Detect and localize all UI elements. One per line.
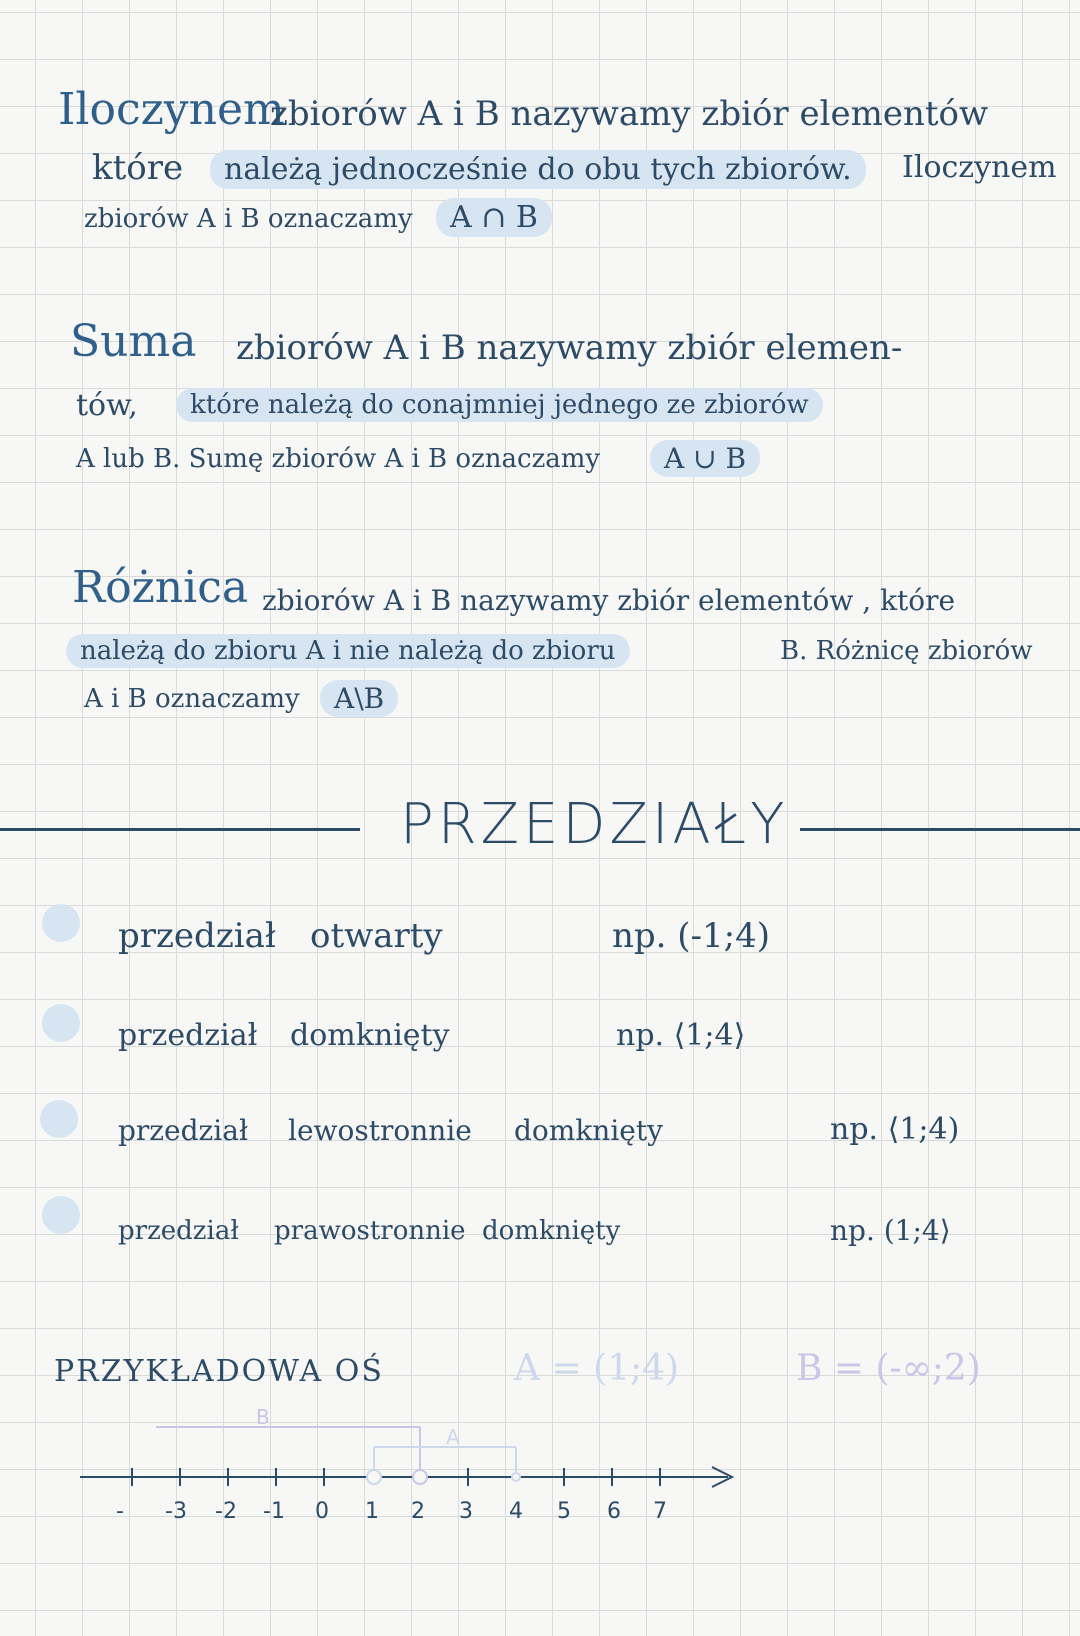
interval-right-label: przedział bbox=[118, 1216, 239, 1246]
sec3-line3: A i B oznaczamy bbox=[84, 684, 300, 714]
tick-label: 6 bbox=[607, 1499, 621, 1524]
tick-labels bbox=[116, 1499, 667, 1524]
tick-label: 1 bbox=[365, 1499, 379, 1524]
tick-label: 3 bbox=[459, 1499, 473, 1524]
sec3-line1: zbiorów A i B nazywamy zbiór elementów , które bbox=[262, 584, 956, 617]
interval-left-label: przedział bbox=[118, 1114, 249, 1147]
term-roznica: Różnica bbox=[72, 562, 249, 613]
tick-label: 0 bbox=[315, 1499, 329, 1524]
point-1-open bbox=[367, 1470, 381, 1484]
tick-label: 7 bbox=[653, 1499, 667, 1524]
sec3-line2-highlight: należą do zbioru A i nie należą do zbioru bbox=[66, 634, 630, 668]
interval-right-type2: domknięty bbox=[482, 1216, 621, 1246]
sec2-line2-start: tów, bbox=[76, 388, 138, 423]
term-suma: Suma bbox=[70, 316, 197, 367]
bullet-dot bbox=[42, 904, 80, 942]
sec2-notation: A ∪ B bbox=[650, 440, 760, 477]
interval-open-example: np. (-1;4) bbox=[612, 916, 771, 956]
sec2-line2-highlight: które należą do conajmniej jednego ze zbiorów bbox=[176, 388, 823, 422]
number-line bbox=[0, 1400, 1080, 1550]
tick-label: - bbox=[116, 1499, 124, 1524]
sec1-line3: zbiorów A i B oznaczamy bbox=[84, 204, 413, 234]
tick-label: 5 bbox=[557, 1499, 571, 1524]
interval-open-type: otwarty bbox=[310, 916, 443, 956]
interval-left-example: np. ⟨1;4) bbox=[830, 1112, 960, 1147]
set-a-label: A bbox=[446, 1425, 460, 1449]
sec1-line2-highlight: należą jednocześnie do obu tych zbiorów. bbox=[210, 150, 866, 189]
point-2-open bbox=[413, 1470, 427, 1484]
interval-closed-type: domknięty bbox=[290, 1018, 450, 1053]
term-iloczyn: Iloczynem bbox=[58, 84, 285, 135]
interval-right-example: np. (1;4⟩ bbox=[830, 1214, 951, 1247]
sec3-notation: A\B bbox=[320, 680, 398, 717]
sec2-line3: A lub B. Sumę zbiorów A i B oznaczamy bbox=[76, 444, 601, 474]
tick-label: -1 bbox=[263, 1499, 285, 1524]
example-set-a: A = (1;4) bbox=[514, 1348, 680, 1389]
interval-right-type: prawostronnie bbox=[274, 1216, 466, 1246]
bullet-dot bbox=[42, 1004, 80, 1042]
sec3-line2-end: B. Różnicę zbiorów bbox=[780, 636, 1033, 666]
sec2-line1: zbiorów A i B nazywamy zbiór elemen- bbox=[236, 328, 903, 368]
set-b-label: B bbox=[256, 1405, 270, 1429]
interval-left-type: lewostronnie bbox=[288, 1114, 472, 1147]
heading-line-right bbox=[800, 828, 1080, 831]
interval-closed-example: np. ⟨1;4⟩ bbox=[616, 1018, 746, 1053]
tick-label: 2 bbox=[411, 1499, 425, 1524]
sec1-line2-start: które bbox=[92, 148, 184, 188]
heading-przedzialy: PRZEDZIAŁY bbox=[400, 792, 789, 857]
interval-closed-label: przedział bbox=[118, 1018, 258, 1053]
tick-label: -2 bbox=[215, 1499, 237, 1524]
tick-label: -3 bbox=[165, 1499, 187, 1524]
heading-line-left bbox=[0, 828, 360, 831]
point-4-open bbox=[512, 1473, 520, 1481]
sec1-line1: zbiorów A i B nazywamy zbiór elementów bbox=[270, 94, 989, 134]
example-title: PRZYKŁADOWA OŚ bbox=[54, 1354, 384, 1389]
sec1-line2-end: Iloczynem bbox=[902, 150, 1057, 185]
bullet-dot bbox=[40, 1100, 78, 1138]
interval-left-type2: domknięty bbox=[514, 1114, 663, 1147]
sec1-notation: A ∩ B bbox=[436, 198, 552, 237]
tick-label: 4 bbox=[509, 1499, 523, 1524]
interval-open-label: przedział bbox=[118, 916, 276, 956]
example-set-b: B = (-∞;2) bbox=[796, 1348, 981, 1389]
bullet-dot bbox=[42, 1196, 80, 1234]
